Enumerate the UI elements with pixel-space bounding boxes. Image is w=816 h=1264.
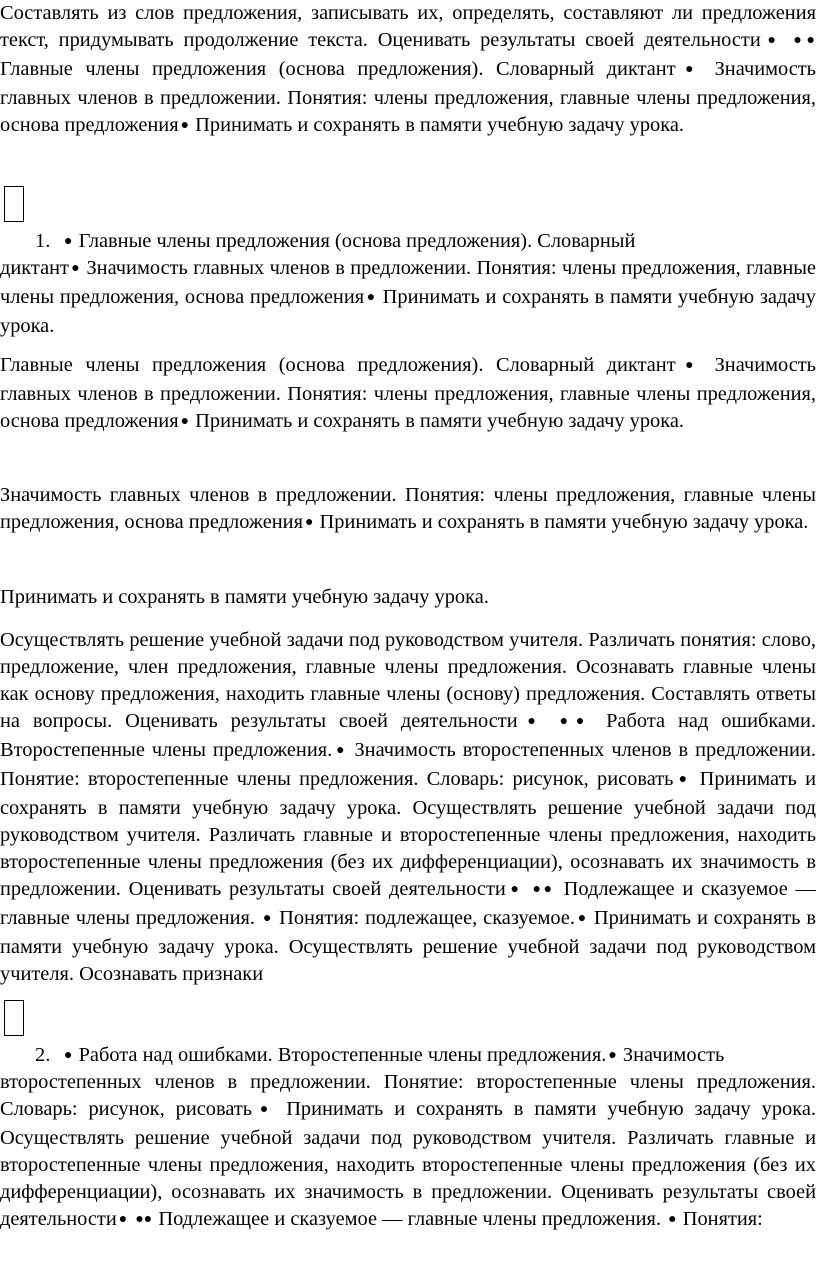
- text: Принимать и сохранять в памяти учебную задачу урока.: [195, 114, 684, 136]
- list-item-2-first-line: [62, 1042, 724, 1071]
- bullet-icon: ●: [668, 1212, 677, 1227]
- bullet-icon: ●: [262, 911, 273, 926]
- list-item-1-body: [0, 255, 816, 340]
- text: Понятия: подлежащее, сказуемое.: [279, 907, 575, 929]
- checkbox-square: [4, 1000, 24, 1036]
- paragraph-5: [0, 627, 816, 988]
- text: Принимать и сохранять в памяти учебную задачу урока.: [0, 586, 489, 608]
- text: Значимость главных членов в предложении. Понятия: члены предложения, главные члены предложения, основа предложения: [0, 484, 816, 533]
- text: Принимать и сохранять в памяти учебную задачу урока. Осуществлять решение учебной задачи под руководством учителя. Различать главные и второстепенные члены предложения, находить второстепенные члены предложения (без их дифференциации), осознавать их значимость в предложении. Оценивать результаты своей деятельности: [0, 1098, 816, 1230]
- bullet-icon: ●: [677, 358, 702, 373]
- bullet-icon: ●: [118, 1212, 128, 1227]
- text: Осуществлять решение учебной задачи под руководством учителя. Различать понятия: слово, предложение, член предложения, главные члены предложения. Осознавать главные члены как основу предложения, находить главные члены (основу) предложения. Составлять ответы на вопросы. Оценивать результаты своей деятельности: [0, 629, 816, 732]
- list-number: 1.: [35, 230, 51, 252]
- bullet-icon: ●: [507, 882, 522, 897]
- bullet-icon: ●: [180, 118, 190, 133]
- bullet-icon: ●: [675, 772, 691, 787]
- text: второстепенных членов в предложении. Понятие: второстепенные члены предложения. Словарь: рисунок, рисовать: [0, 1071, 816, 1120]
- double-bullet-icon: ●●: [559, 714, 593, 729]
- text: Принимать и сохранять в памяти учебную задачу урока. Осуществлять решение учебной задачи под руководством учителя. Различать главные и второстепенные члены предложения, находить второстепенные члены предложения (без их дифференциации), осознавать их значимость в предложении. Оценивать результаты своей деятельности: [0, 768, 816, 900]
- text: диктант: [0, 257, 69, 279]
- text: Подлежащее и сказуемое — главные члены предложения.: [0, 878, 816, 929]
- text: Работа над ошибками. Второстепенные члены предложения.: [78, 1044, 607, 1066]
- text: Принимать и сохранять в памяти учебную задачу урока.: [319, 511, 809, 533]
- bullet-icon: ●: [180, 414, 190, 429]
- bullet-icon: ●: [366, 290, 376, 305]
- text: Работа над ошибками. Второстепенные члены предложения.: [0, 710, 816, 761]
- bullet-icon: ●: [304, 515, 314, 530]
- text: Главные члены предложения (основа предложения). Словарный диктант: [0, 58, 676, 80]
- paragraph-2: [0, 352, 816, 437]
- bullet-icon: ●: [677, 62, 702, 77]
- text: Значимость главных членов в предложении. Понятия: члены предложения, главные члены предложения, основа предложения: [0, 354, 816, 432]
- bullet-icon: ●: [519, 714, 544, 729]
- bullet-icon: ●: [762, 33, 781, 48]
- bullet-icon: ●: [576, 911, 588, 926]
- double-bullet-icon: ●●: [532, 882, 555, 897]
- text: Значимость главных членов в предложении. Понятия: члены предложения, главные члены предложения, основа предложения: [0, 257, 816, 308]
- bullet-icon: ●: [64, 234, 73, 249]
- text: Принимать и сохранять в памяти учебную задачу урока.: [0, 286, 816, 337]
- paragraph-4: [0, 584, 816, 611]
- text: Подлежащее и сказуемое — главные члены предложения.: [158, 1208, 662, 1230]
- double-bullet-icon: ●●: [793, 33, 815, 48]
- text: Принимать и сохранять в памяти учебную задачу урока. Осуществлять решение учебной задачи под руководством учителя. Осознавать признаки: [0, 907, 816, 985]
- bullet-icon: ●: [70, 261, 81, 276]
- text: Принимать и сохранять в памяти учебную задачу урока.: [195, 410, 684, 432]
- text: Понятия:: [682, 1208, 763, 1230]
- text: Значимость главных членов в предложении. Понятия: члены предложения, главные члены предложения, основа предложения: [0, 58, 816, 136]
- paragraph-3: [0, 482, 816, 538]
- list-item-2-body: [0, 1069, 816, 1235]
- bullet-icon: ●: [608, 1048, 617, 1063]
- paragraph-1: [0, 0, 816, 141]
- bullet-icon: ●: [254, 1102, 275, 1117]
- text: Главные члены предложения (основа предложения). Словарный: [78, 230, 636, 252]
- bullet-icon: ●: [334, 743, 347, 758]
- list-item-1-first-line: [62, 228, 635, 257]
- list-number: 2.: [35, 1044, 51, 1066]
- bullet-icon: ●: [64, 1048, 73, 1063]
- text: Главные члены предложения (основа предложения). Словарный диктант: [0, 354, 676, 376]
- text: Значимость второстепенных членов в предложении. Понятие: второстепенные члены предложения. Словарь: рисунок, рисовать: [0, 739, 816, 790]
- text: Составлять из слов предложения, записывать их, определять, составляют ли предложения текст, придумывать продолжение текста. Оценивать результаты своей деятельности: [0, 2, 816, 51]
- text: Значимость: [622, 1044, 725, 1066]
- checkbox-square: [4, 186, 24, 222]
- double-bullet-icon: ●●: [135, 1212, 153, 1227]
